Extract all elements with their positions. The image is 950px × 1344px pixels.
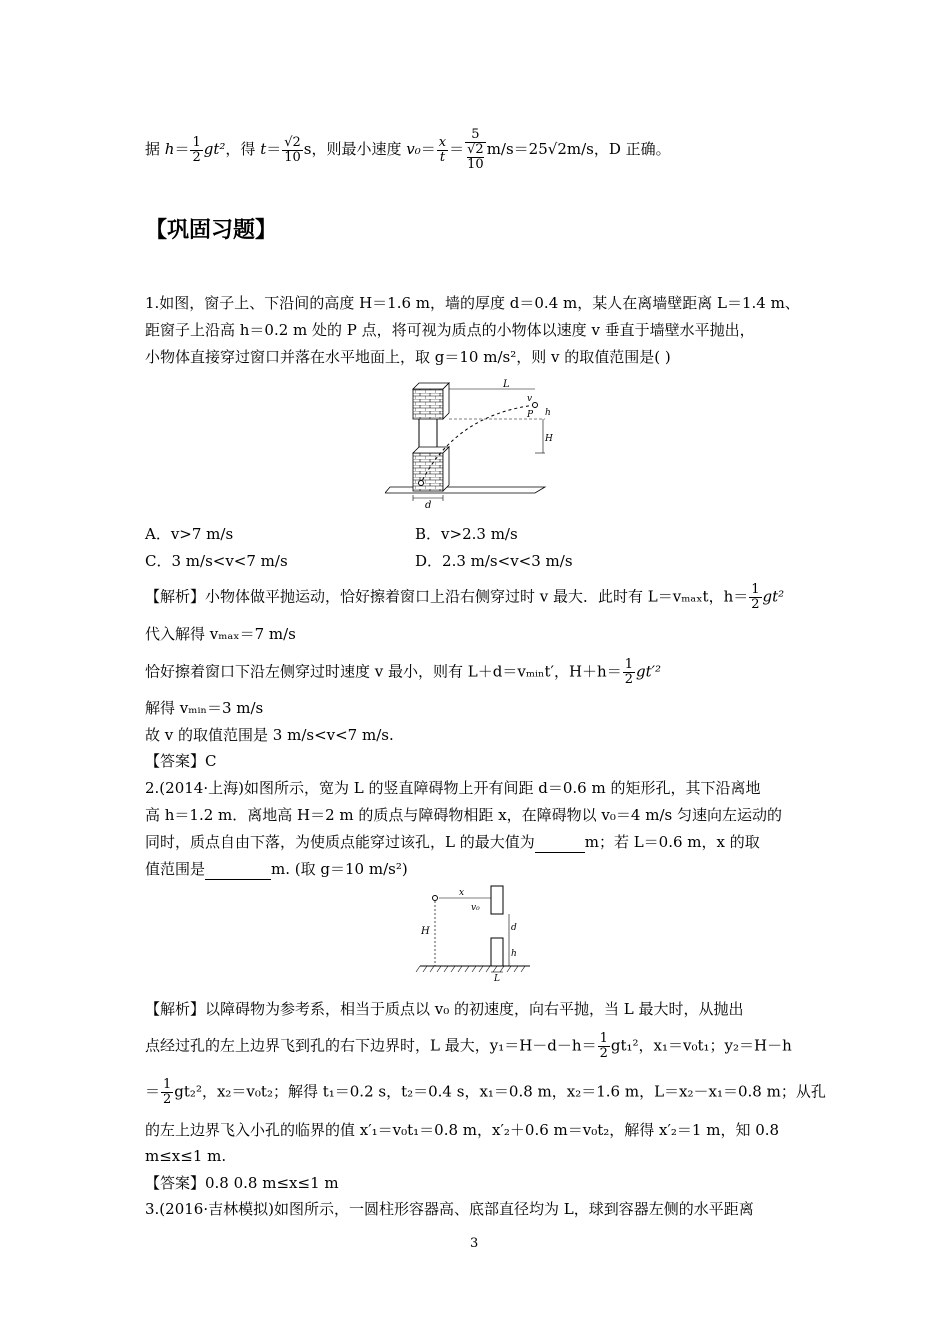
q1-answer: 【答案】C — [145, 752, 217, 770]
q2-solution-1: 【解析】以障碍物为参考系，相当于质点以 v₀ 的初速度，向右平抛，当 L 最大时，从抛出 — [145, 1000, 744, 1018]
q2-answer: 【答案】0.8 0.8 m≤x≤1 m — [145, 1174, 339, 1192]
svg-text:d: d — [425, 500, 432, 510]
q2-solution-5: m≤x≤1 m. — [145, 1147, 227, 1165]
svg-text:v₀: v₀ — [471, 903, 480, 913]
svg-text:d: d — [511, 923, 517, 933]
lower-wall — [413, 453, 443, 491]
q1-line-3: 小物体直接穿过窗口并落在水平地面上，取 g＝10 m/s²，则 v 的取值范围是( ) — [145, 348, 671, 366]
q2-line-2: 高 h＝1.2 m．离地高 H＝2 m 的质点与障碍物相距 x，在障碍物以 v₀＝4 m/s 匀速向左运动的 — [145, 806, 782, 824]
answer-blank-2[interactable] — [205, 859, 271, 880]
ground-plane — [385, 487, 545, 493]
q3-line-1: 3.(2016·吉林模拟)如图所示，一圆柱形容器高、底部直径均为 L，球到容器左侧的水平距离 — [145, 1200, 754, 1218]
q1-option-d: D．2.3 m/s<v<3 m/s — [415, 552, 573, 570]
svg-text:h: h — [545, 408, 551, 418]
svg-text:h: h — [511, 949, 517, 959]
q1-option-a: A．v>7 m/s — [145, 525, 234, 543]
svg-text:x: x — [459, 888, 465, 898]
svg-text:H: H — [545, 434, 553, 444]
svg-text:v: v — [527, 394, 533, 404]
svg-text:L: L — [494, 974, 500, 982]
page-number: 3 — [470, 1236, 479, 1251]
obstacle-top — [491, 886, 503, 914]
q1-solution-5: 故 v 的取值范围是 3 m/s<v<7 m/s. — [145, 726, 394, 744]
q1-solution-3: 恰好擦着窗口下沿左侧穿过时速度 v 最小，则有 L＋d＝vₘᵢₙt′，H＋h＝ $\frac{1}{2}$ gt′² — [145, 657, 662, 687]
svg-text:L: L — [503, 379, 510, 390]
q1-option-c: C．3 m/s<v<7 m/s — [145, 552, 288, 570]
q2-solution-2: 点经过孔的左上边界飞到孔的右下边界时，L 最大，y₁＝H－d－h＝ $\frac{1}{2}$ gt₁²，x₁＝v₀t₁；y₂＝H－h — [145, 1031, 792, 1061]
q1-option-b: B．v>2.3 m/s — [415, 525, 518, 543]
prev-solution-line: 据 h＝ $\frac{1}{2}$ gt²，得 t＝ $\frac{√2}{10}$ s，则最小速度 v₀＝ $\frac{x}{t}$ ＝ 5 √2 10 m/s＝25√2m/s，D 正确。 — [145, 127, 671, 172]
q1-line-1: 1.如图，窗子上、下沿间的高度 H＝1.6 m，墙的厚度 d＝0.4 m，某人在离墙壁距离 L＝1.4 m、 — [145, 294, 800, 312]
q1-solution-4: 解得 vₘᵢₙ＝3 m/s — [145, 699, 264, 717]
q2-line-1: 2.(2014·上海)如图所示，宽为 L 的竖直障碍物上开有间距 d＝0.6 m 的矩形孔，其下沿离地 — [145, 779, 761, 797]
upper-wall — [413, 389, 443, 419]
q1-line-2: 距窗子上沿高 h＝0.2 m 处的 P 点，将可视为质点的小物体以速度 v 垂直于墙壁水平抛出， — [145, 321, 755, 339]
q1-solution-2: 代入解得 vₘₐₓ＝7 m/s — [145, 625, 296, 643]
q2-line-3: 同时，质点自由下落，为使质点能穿过该孔，L 的最大值为 m；若 L＝0.6 m，x 的取 — [145, 833, 760, 851]
svg-text:P: P — [527, 410, 534, 420]
q1-solution-1: 【解析】小物体做平抛运动，恰好擦着窗口上沿右侧穿过时 v 最大．此时有 L＝vₘₐₓt，h＝ $\frac{1}{2}$ gt² — [145, 582, 785, 612]
section-heading: 【巩固习题】 — [145, 218, 278, 243]
answer-blank-1[interactable] — [535, 832, 585, 853]
q2-figure — [415, 882, 535, 982]
q2-solution-4: 的左上边界飞入小孔的临界的值 x′₁＝v₀t₁＝0.8 m，x′₂＋0.6 m＝v₀t₂，解得 x′₂＝1 m，知 0.8 — [145, 1121, 780, 1139]
obstacle-bottom — [491, 938, 503, 966]
svg-text:H: H — [421, 926, 430, 937]
q2-line-4: 值范围是 m. (取 g＝10 m/s²) — [145, 860, 408, 878]
q1-figure — [385, 375, 555, 510]
q2-solution-3: ＝ $\frac{1}{2}$ gt₂²，x₂＝v₀t₂；解得 t₁＝0.2 s，t₂＝0.4 s，x₁＝0.8 m，x₂＝1.6 m，L＝x₂－x₁＝0.8 m；从孔 — [145, 1077, 826, 1107]
